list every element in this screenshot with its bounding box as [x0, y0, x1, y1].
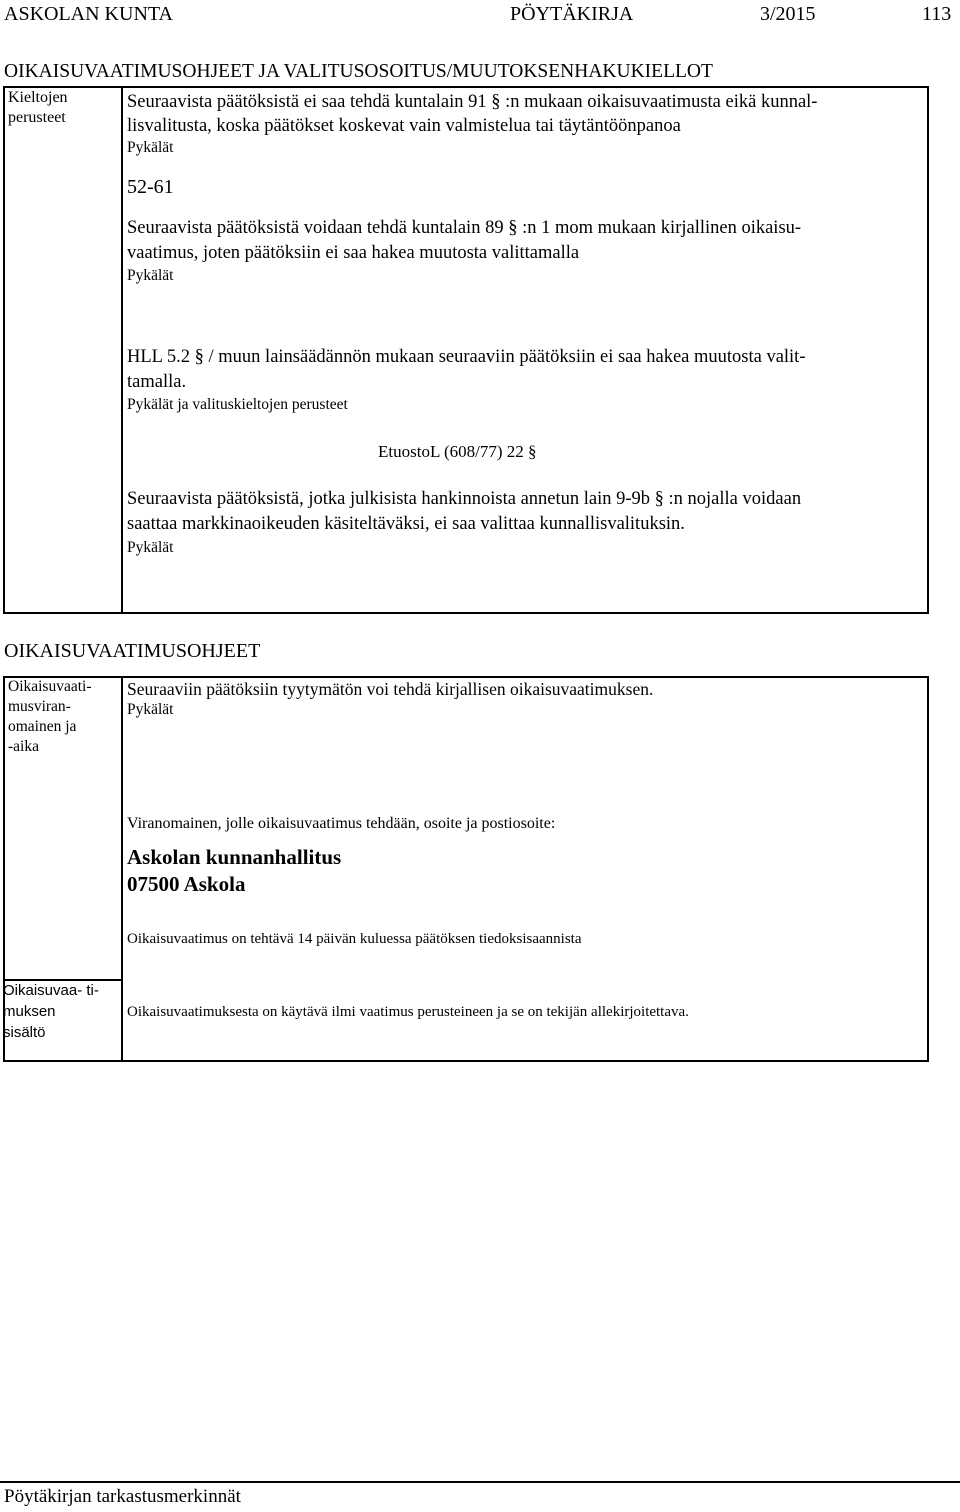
law-reference: EtuostoL (608/77) 22 §	[378, 442, 537, 461]
footer-text: Pöytäkirjan tarkastusmerkinnät	[4, 1486, 241, 1507]
label-line: omainen ja	[8, 718, 77, 735]
paragraph-line: HLL 5.2 § / muun lainsäädännön mukaan seuraaviin päätöksiin ei saa hakea muutosta valit-	[127, 347, 806, 367]
pykalat-label: Pykälät	[127, 701, 174, 718]
row-divider	[3, 979, 123, 981]
section-title-correction-instructions: OIKAISUVAATIMUSOHJEET	[4, 640, 261, 662]
label-line: Oikaisuvaa- ti-	[3, 982, 99, 999]
authority-intro: Viranomainen, jolle oikaisuvaatimus tehdään, osoite ja postiosoite:	[127, 815, 556, 832]
section-numbers: 52-61	[127, 176, 174, 198]
pykalat-label: Pykälät	[127, 539, 174, 556]
label-line: Oikaisuvaati-	[8, 678, 92, 695]
label-perusteet: perusteet	[8, 109, 66, 126]
deadline-text: Oikaisuvaatimus on tehtävä 14 päivän kuluessa päätöksen tiedoksisaannista	[127, 931, 582, 947]
label-line: musviran-	[8, 698, 71, 715]
paragraph-line: lisvalitusta, koska päätökset koskevat vain valmistelua tai täytäntöönpanoa	[127, 116, 681, 136]
authority-address: 07500 Askola	[127, 872, 246, 896]
label-line: -aika	[8, 738, 39, 755]
label-line: muksen	[3, 1003, 56, 1020]
pykalat-label: Pykälät	[127, 139, 174, 156]
municipality-name: ASKOLAN KUNTA	[4, 3, 173, 25]
paragraph-line: Seuraavista päätöksistä voidaan tehdä kuntalain 89 § :n 1 mom mukaan kirjallinen oikaisu-	[127, 218, 802, 238]
page-number: 113	[922, 3, 952, 25]
pykalat-grounds-label: Pykälät ja valituskieltojen perusteet	[127, 396, 348, 413]
label-kieltojen: Kieltojen	[8, 89, 68, 106]
footer-divider	[0, 1481, 960, 1483]
column-divider	[121, 86, 123, 614]
section-title-appeal-instructions: OIKAISUVAATIMUSOHJEET JA VALITUSOSOITUS/MUUTOKSENHAKUKIELLOT	[4, 61, 713, 82]
paragraph-line: Seuraaviin päätöksiin tyytymätön voi tehdä kirjallisen oikaisuvaatimuksen.	[127, 679, 654, 699]
column-divider	[121, 676, 123, 1062]
content-requirement: Oikaisuvaatimuksesta on käytävä ilmi vaatimus perusteineen ja se on tekijän allekirjoitettava.	[127, 1004, 689, 1020]
authority-name: Askolan kunnanhallitus	[127, 845, 342, 869]
document-number: 3/2015	[760, 3, 816, 25]
document-type: PÖYTÄKIRJA	[510, 3, 634, 25]
paragraph-line: tamalla.	[127, 372, 187, 392]
label-line: sisältö	[3, 1024, 46, 1041]
pykalat-label: Pykälät	[127, 267, 174, 284]
paragraph-line: saattaa markkinaoikeuden käsiteltäväksi, ei saa valittaa kunnallisvalituksin.	[127, 514, 685, 534]
paragraph-line: Seuraavista päätöksistä ei saa tehdä kuntalain 91 § :n mukaan oikaisuvaatimusta eikä kunnal-	[127, 92, 818, 112]
paragraph-line: Seuraavista päätöksistä, jotka julkisista hankinnoista annetun lain 9-9b § :n nojalla voidaan	[127, 489, 802, 509]
paragraph-line: vaatimus, joten päätöksiin ei saa hakea muutosta valittamalla	[127, 243, 580, 263]
